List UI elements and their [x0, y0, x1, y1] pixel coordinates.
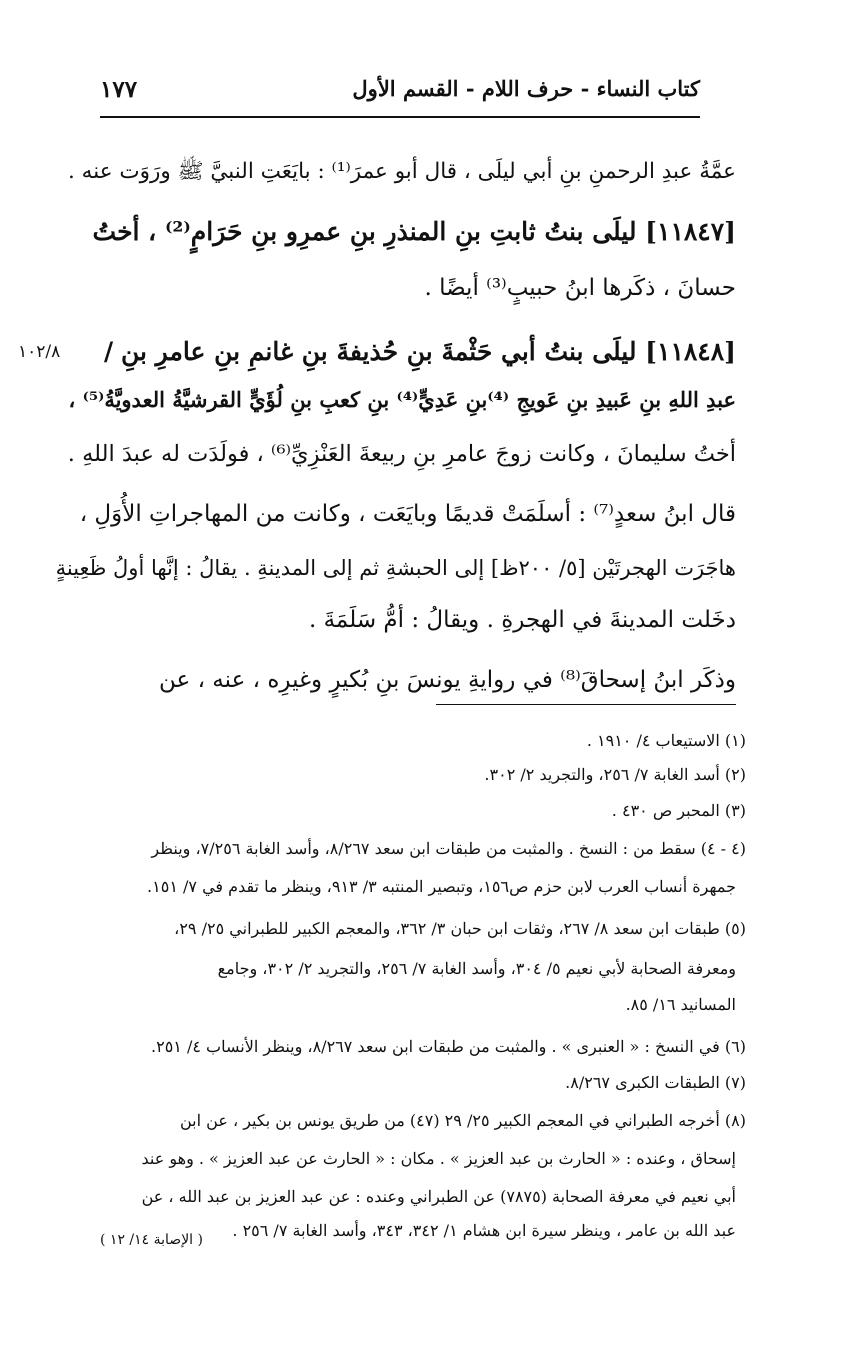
body-line-3: حسانَ ، ذكَرها ابنُ حبيبٍ⁽³⁾ أيضًا . — [424, 275, 736, 301]
footnote-7: (٧) الطبقات الكبرى ٨/٢٦٧. — [565, 1073, 746, 1092]
footnote-8-cont-2: أبي نعيم في معرفة الصحابة (٧٨٧٥) عن الطبراني وعنده : عن عبد العزيز بن عبد الله ، عن — [141, 1187, 736, 1206]
footnote-6: (٦) في النسخ : « العنبرى » . والمثبت من طبقات ابن سعد ٨/٢٦٧، وينظر الأنساب ٤/ ٢٥١. — [151, 1037, 746, 1056]
footnote-5-cont-2: المسانيد ١٦/ ٨٥. — [625, 995, 736, 1014]
page-number: ١٧٧ — [100, 76, 138, 103]
footnote-8-cont: إسحاق ، وعنده : « الحارث بن عبد العزيز » . مكان : « الحارث عن عبد العزيز » . وهو عند — [141, 1149, 736, 1168]
footnote-4-cont: جمهرة أنساب العرب لابن حزم ص١٥٦، وتبصير المنتبه ٣/ ٩١٣، وينظر ما تقدم في ٧/ ١٥١. — [147, 877, 736, 896]
body-line-9: دخَلت المدينةَ في الهجرةِ . ويقالُ : أمُّ سَلَمَةَ . — [308, 607, 736, 633]
entry-11848-heading: [١١٨٤٨] ليلَى بنتُ أبي حَثْمةَ بنِ حُذيفةَ بنِ غانمِ بنِ عامرِ بنِ — [120, 337, 736, 366]
footnotes-rule — [436, 704, 736, 705]
entry-11847-heading: [١١٨٤٧] ليلَى بنتُ ثابتِ بنِ المنذرِ بنِ عمرِو بنِ حَرَامٍ⁽²⁾ ، أختُ — [92, 217, 736, 246]
footnote-8: (٨) أخرجه الطبراني في المعجم الكبير ٢٥/ ٢٩ (٤٧) من طريق يونس بن بكير ، عن ابن — [180, 1111, 746, 1130]
footnote-8-cont-3: عبد الله بن عامر ، وينظر سيرة ابن هشام ١/ ٣٤٢، ٣٤٣، وأسد الغابة ٧/ ٢٥٦ . — [232, 1221, 736, 1240]
body-line-1: عمَّةُ عبدِ الرحمنِ بنِ أبي ليلَى ، قال أبو عمرَ⁽¹⁾ : بايَعَتِ النبيَّ ﷺ ورَوَت عنه . — [68, 159, 736, 184]
footnote-5-cont: ومعرفة الصحابة لأبي نعيم ٥/ ٣٠٤، وأسد الغابة ٧/ ٢٥٦، والتجريد ٢/ ٣٠٢، وجامع — [217, 959, 736, 978]
margin-slash: / — [104, 337, 114, 366]
footnote-3: (٣) المحبر ص ٤٣٠ . — [611, 801, 746, 820]
footnote-1: (١) الاستيعاب ٤/ ١٩١٠ . — [586, 731, 746, 750]
footnote-2: (٢) أسد الغابة ٧/ ٢٥٦، والتجريد ٢/ ٣٠٢. — [484, 765, 746, 784]
body-line-10: وذكَر ابنُ إسحاقَ⁽⁸⁾ في روايةِ يونسَ بنِ بُكيرٍ وغيرِه ، عنه ، عن — [159, 667, 736, 693]
header-rule — [100, 116, 700, 118]
running-title: كتاب النساء - حرف اللام - القسم الأول — [352, 76, 700, 101]
footer-source-ref: ( الإصابة ١٤/ ١٢ ) — [100, 1232, 203, 1248]
footnote-4: (٤ - ٤) سقط من : النسخ . والمثبت من طبقات ابن سعد ٨/٢٦٧، وأسد الغابة ٧/٢٥٦، وينظر — [151, 839, 746, 858]
entry-11848-lineage: عبدِ اللهِ بنِ عَبيدِ بنِ عَويجِ ⁽⁴⁾بنِ عَدِيٍّ⁽⁴⁾ بنِ كعبِ بنِ لُؤَيٍّ القرشيَّةُ العدويَّةُ⁽⁵⁾ ، — [68, 387, 736, 412]
margin-volume-ref: ١٠٢/٨ — [18, 342, 61, 362]
footnote-5: (٥) طبقات ابن سعد ٨/ ٢٦٧، وثقات ابن حبان ٣/ ٣٦٢، والمعجم الكبير للطبراني ٢٥/ ٢٩، — [174, 919, 746, 938]
body-line-7: قال ابنُ سعدٍ⁽⁷⁾ : أسلَمَتْ قديمًا وبايَعَت ، وكانت من المهاجراتِ الأُوَلِ ، — [79, 501, 736, 527]
running-head — [100, 76, 700, 110]
body-line-6: أختُ سليمانَ ، وكانت زوجَ عامرِ بنِ ربيعةَ العَنْزِيِّ⁽⁶⁾ ، فولَدَت له عبدَ اللهِ . — [67, 441, 736, 467]
body-line-8: هاجَرَت الهجرتَيْن [٥/ ٢٠٠ظ] إلى الحبشةِ ثم إلى المدينةِ . يقالُ : إنَّها أولُ ظَعِينةٍ — [55, 556, 736, 580]
